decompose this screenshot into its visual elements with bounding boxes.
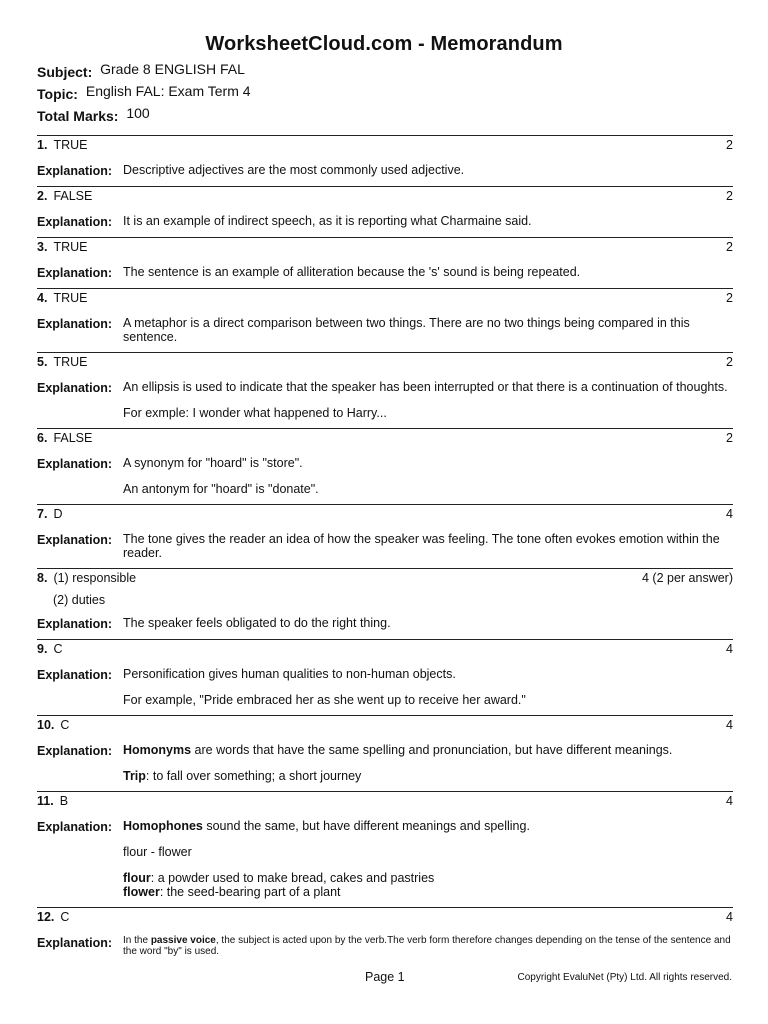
question-answer: FALSE	[53, 431, 93, 445]
question-item	[37, 186, 733, 237]
key-term: Trip	[123, 769, 146, 783]
page-number: Page 1	[365, 970, 405, 984]
question-marks: 4	[726, 794, 733, 808]
explanation-label: Explanation:	[37, 266, 113, 280]
key-term: passive voice	[150, 935, 216, 946]
question-item	[37, 715, 733, 791]
explanation-label: Explanation:	[37, 215, 113, 229]
question-number: 5.	[37, 355, 48, 369]
question-item	[37, 352, 733, 428]
explanation-example: For exmple: I wonder what happened to Harry...	[123, 406, 387, 420]
explanation-text: It is an example of indirect speech, as it is reporting what Charmaine said.	[123, 214, 532, 228]
question-answer-2: (2) duties	[53, 593, 106, 607]
question-marks: 2	[726, 291, 733, 305]
question-number: 7.	[37, 507, 48, 521]
explanation-text: The tone gives the reader an idea of how the speaker was feeling. The tone often evokes emotion within the reader.	[123, 532, 720, 560]
question-answer: FALSE	[53, 189, 93, 203]
question-item	[37, 907, 733, 965]
question-item	[37, 504, 733, 568]
explanation-example: For example, "Pride embraced her as she went up to receive her award."	[123, 693, 526, 707]
subject-value: Grade 8 ENGLISH FAL	[100, 61, 245, 77]
explanation-text: The sentence is an example of alliteration because the 's' sound is being repeated.	[123, 265, 581, 279]
question-number: 8.	[37, 571, 48, 585]
question-marks: 4	[726, 718, 733, 732]
question-answer: D	[53, 507, 63, 521]
question-marks: 2	[726, 431, 733, 445]
explanation-text: sound the same, but have different meanings and spelling.	[202, 819, 530, 833]
question-number: 1.	[37, 138, 48, 152]
subject-row	[37, 61, 245, 80]
question-answer: C	[60, 910, 70, 924]
question-marks: 4	[726, 910, 733, 924]
explanation-text: An antonym for "hoard" is "donate".	[123, 482, 319, 496]
total-marks-label: Total Marks:	[37, 108, 119, 124]
question-answer: TRUE	[53, 355, 88, 369]
question-answer: (1) responsible	[53, 571, 137, 585]
question-marks: 2	[726, 189, 733, 203]
explanation-label: Explanation:	[37, 317, 113, 331]
topic-label: Topic:	[37, 86, 78, 102]
question-number: 2.	[37, 189, 48, 203]
question-item	[37, 791, 733, 907]
explanation-label: Explanation:	[37, 533, 113, 547]
explanation-text: are words that have the same spelling and pronunciation, but have different meanings.	[191, 743, 673, 757]
explanation-text: : a powder used to make bread, cakes and pastries	[150, 871, 435, 885]
explanation-text: : to fall over something; a short journey	[145, 769, 362, 783]
question-item	[37, 135, 733, 186]
explanation-label: Explanation:	[37, 936, 113, 950]
question-answer: B	[59, 794, 69, 808]
page-title: WorksheetCloud.com - Memorandum	[205, 33, 563, 55]
explanation-text: In the	[123, 935, 151, 946]
key-term: flower	[123, 885, 160, 899]
question-answer: TRUE	[53, 240, 88, 254]
explanation-text: An ellipsis is used to indicate that the speaker has been interrupted or that there is a continuation of thoughts.	[123, 380, 728, 394]
topic-value: English FAL: Exam Term 4	[85, 83, 251, 99]
copyright-notice: Copyright EvaluNet (Pty) Ltd. All rights reserved.	[517, 972, 732, 983]
explanation-text: A metaphor is a direct comparison between two things. There are no two things being compared in this sentence.	[123, 316, 690, 344]
total-marks-row	[37, 105, 150, 124]
question-number: 11.	[37, 794, 54, 808]
question-item	[37, 639, 733, 715]
question-marks: 4 (2 per answer)	[641, 571, 733, 585]
question-item	[37, 288, 733, 352]
question-answer: C	[53, 642, 63, 656]
topic-row	[37, 83, 251, 102]
question-list	[37, 135, 733, 965]
explanation-text: , the subject is acted upon by the verb.The verb form therefore changes depending on the tense of the sentence and the word "by" is used.	[123, 935, 731, 957]
question-answer: C	[60, 718, 70, 732]
question-marks: 4	[726, 642, 733, 656]
explanation-label: Explanation:	[37, 820, 113, 834]
subject-label: Subject:	[37, 64, 93, 80]
question-marks: 2	[726, 240, 733, 254]
explanation-text: The speaker feels obligated to do the right thing.	[123, 616, 391, 630]
question-item	[37, 568, 733, 639]
question-item	[37, 428, 733, 504]
question-number: 4.	[37, 291, 48, 305]
question-number: 12.	[37, 910, 55, 924]
question-answer: TRUE	[53, 291, 88, 305]
question-marks: 4	[726, 507, 733, 521]
explanation-label: Explanation:	[37, 381, 113, 395]
key-term: Homonyms	[123, 743, 192, 757]
explanation-text: : the seed-bearing part of a plant	[159, 885, 341, 899]
total-marks-value: 100	[126, 105, 150, 121]
explanation-text: Personification gives human qualities to non-human objects.	[123, 667, 456, 681]
question-marks: 2	[726, 138, 733, 152]
explanation-label: Explanation:	[37, 744, 113, 758]
explanation-label: Explanation:	[37, 668, 113, 682]
explanation-label: Explanation:	[37, 164, 113, 178]
question-item	[37, 237, 733, 288]
explanation-label: Explanation:	[37, 617, 113, 631]
question-marks: 2	[726, 355, 733, 369]
explanation-text: A synonym for "hoard" is "store".	[123, 456, 303, 470]
question-answer: TRUE	[53, 138, 88, 152]
explanation-text: flour - flower	[123, 845, 192, 859]
explanation-text: Descriptive adjectives are the most commonly used adjective.	[123, 163, 465, 177]
key-term: Homophones	[123, 819, 203, 833]
key-term: flour	[123, 871, 151, 885]
question-number: 10.	[37, 718, 55, 732]
explanation-label: Explanation:	[37, 457, 113, 471]
question-number: 6.	[37, 431, 48, 445]
question-number: 9.	[37, 642, 48, 656]
question-number: 3.	[37, 240, 48, 254]
